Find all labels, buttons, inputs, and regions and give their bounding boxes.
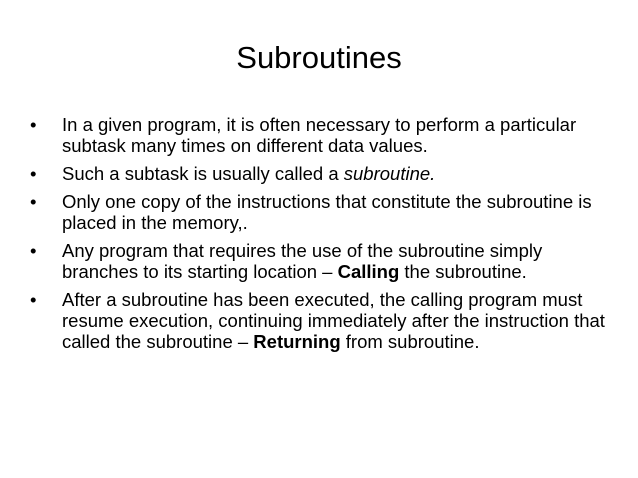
bullet-text-tail: from subroutine. — [340, 331, 480, 352]
bullet-emphasis: subroutine. — [343, 163, 436, 184]
bullet-dot: • — [30, 114, 37, 135]
bullet-dot: • — [30, 240, 37, 261]
bullet-emphasis: Calling — [337, 261, 400, 282]
bullet-text: In a given program, it is often necessary to perform a particular subtask many times on different data values. — [62, 114, 577, 156]
bullet-list — [30, 114, 610, 359]
bullet-item — [30, 191, 610, 233]
bullet-dot: • — [30, 163, 37, 184]
bullet-text: Only one copy of the instructions that constitute the subroutine is placed in the memory,. — [62, 191, 592, 233]
bullet-emphasis: Returning — [253, 331, 341, 352]
bullet-text: Any program that requires the use of the subroutine simply branches to its starting location – — [62, 240, 543, 282]
bullet-dot: • — [30, 191, 37, 212]
bullet-item — [30, 240, 610, 282]
slide-title: Subroutines — [236, 40, 402, 75]
bullet-item — [30, 289, 610, 352]
bullet-text: Such a subtask is usually called a — [62, 163, 344, 184]
bullet-item — [30, 114, 610, 156]
bullet-dot: • — [30, 289, 37, 310]
bullet-text: After a subroutine has been executed, the calling program must resume execution, continuing immediately after the instruction that called the subroutine – — [62, 289, 605, 352]
bullet-text-tail: the subroutine. — [399, 261, 527, 282]
bullet-item — [30, 163, 610, 184]
